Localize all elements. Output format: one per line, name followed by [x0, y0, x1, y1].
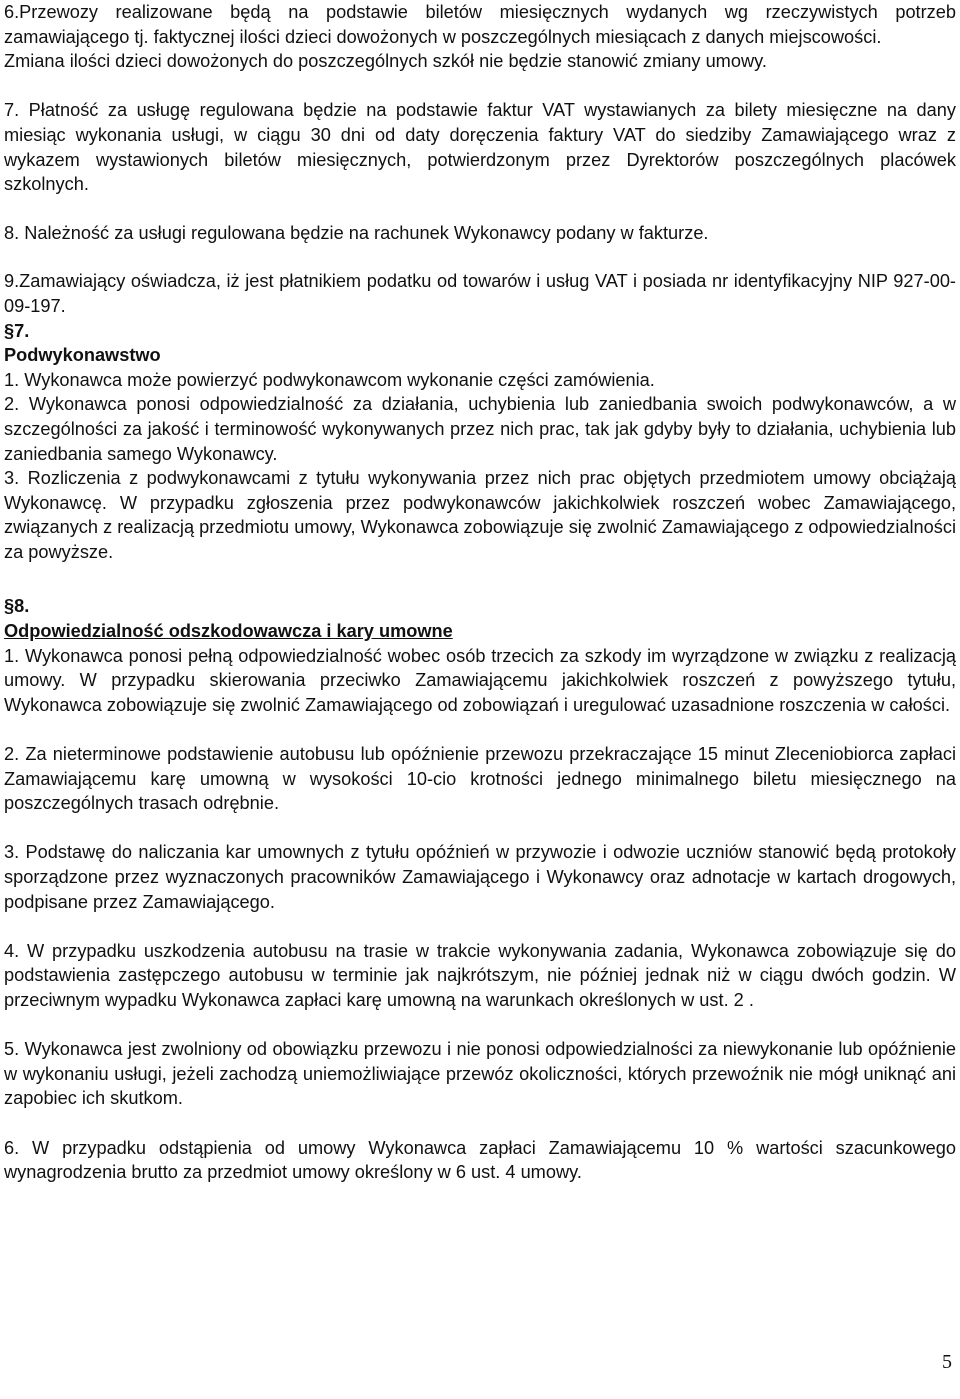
section-7-item-2: 2. Wykonawca ponosi odpowiedzialność za działania, uchybienia lub zaniedbania swoich podwykonawców, a w szczególności za jakość i terminowość wykonywanych przez nich prac, tak jak gdyby były to działania, uchybienia lub zaniedbania samego Wykonawcy. — [4, 394, 956, 464]
paragraph-7: 7. Płatność za usługę regulowana będzie na podstawie faktur VAT wystawianych za bilety miesięczne na dany miesiąc wykonania usługi, w ciągu 30 dni od daty doręczenia faktury VAT do siedziby Zamawiającego wraz z wykazem wystawionych biletów miesięcznych, potwierdzonym przez Dyrektorów poszczególnych placówek szkolnych. — [4, 100, 956, 195]
paragraph-9: 9.Zamawiający oświadcza, iż jest płatnikiem podatku od towarów i usług VAT i posiada nr identyfikacyjny NIP 927-00-09-197. — [4, 271, 956, 316]
document-content — [4, 0, 956, 1185]
section-8-item-2: 2. Za nieterminowe podstawienie autobusu lub opóźnienie przewozu przekraczające 15 minut Zleceniobiorca zapłaci Zamawiającemu karę umowną w wysokości 10-cio krotności jednego minimalnego biletu miesięcznego na poszczególnych trasach odrębnie. — [4, 744, 956, 814]
section-8-item-4: 4. W przypadku uszkodzenia autobusu na trasie w trakcie wykonywania zadania, Wykonawca zobowiązuje się do podstawienia zastępczego autobusu w terminie jak najkrótszym, nie później jednak niż w ciągu dwóch godzin. W przeciwnym wypadku Wykonawca zapłaci karę umowną na warunkach określonych w ust. 2 . — [4, 940, 956, 1010]
section-7-title: Podwykonawstwo — [4, 345, 161, 366]
paragraph-6-part-1: 6.Przewozy realizowane będą na podstawie biletów miesięcznych wydanych wg rzeczywistych potrzeb zamawiającego tj. faktycznej ilości dzieci dowożonych w poszczególnych miesiącach z danych miejscowości. — [4, 2, 956, 47]
section-8-title: Odpowiedzialność odszkodowawcza i kary umowne — [4, 621, 453, 642]
page-number: 5 — [942, 1351, 952, 1373]
section-7-item-1: 1. Wykonawca może powierzyć podwykonawcom wykonanie części zamówienia. — [4, 369, 655, 390]
section-8-mark: §8. — [4, 596, 30, 617]
section-7-item-3: 3. Rozliczenia z podwykonawcami z tytułu wykonywania przez nich prac objętych przedmiotem umowy obciążają Wykonawcę. W przypadku zgłoszenia przez podwykonawców jakichkolwiek roszczeń wobec Zamawiającego, związanych z realizacją przedmiotu umowy, Wykonawca zobowiązuje się zwolnić Zamawiającego z odpowiedzialności za powyższe. — [4, 468, 956, 562]
section-8-item-6: 6. W przypadku odstąpienia od umowy Wykonawca zapłaci Zamawiającemu 10 % wartości szacunkowego wynagrodzenia brutto za przedmiot umowy określony w 6 ust. 4 umowy. — [4, 1137, 956, 1183]
paragraph-6-part-2: Zmiana ilości dzieci dowożonych do poszczególnych szkół nie będzie stanowić zmiany umowy. — [4, 51, 767, 72]
section-8-item-3: 3. Podstawę do naliczania kar umownych z tytułu opóźnień w przywozie i odwozie uczniów stanowić będą protokoły sporządzone przez wyznaczonych pracowników Zamawiającego i Wykonawcy oraz adnotacje w kartach drogowych, podpisane przez Zamawiającego. — [4, 842, 956, 912]
section-7-mark: §7. — [4, 320, 30, 341]
section-8-item-1: 1. Wykonawca ponosi pełną odpowiedzialność wobec osób trzecich za szkody im wyrządzone w związku z realizacją umowy. W przypadku skierowania przeciwko Zamawiającemu jakichkolwiek roszczeń z powyższego tytułu, Wykonawca zobowiązuje się zwolnić Zamawiającego od zobowiązań i uregulować uzasadnione roszczenia w całości. — [4, 645, 956, 715]
section-8-item-5: 5. Wykonawca jest zwolniony od obowiązku przewozu i nie ponosi odpowiedzialności za niewykonanie lub opóźnienie w wykonaniu usługi, jeżeli zachodzą uniemożliwiające przewóz okoliczności, których przewoźnik nie mógł uniknąć ani zapobiec ich skutkom. — [4, 1039, 956, 1109]
paragraph-8: 8. Należność za usługi regulowana będzie na rachunek Wykonawcy podany w fakturze. — [4, 222, 709, 243]
